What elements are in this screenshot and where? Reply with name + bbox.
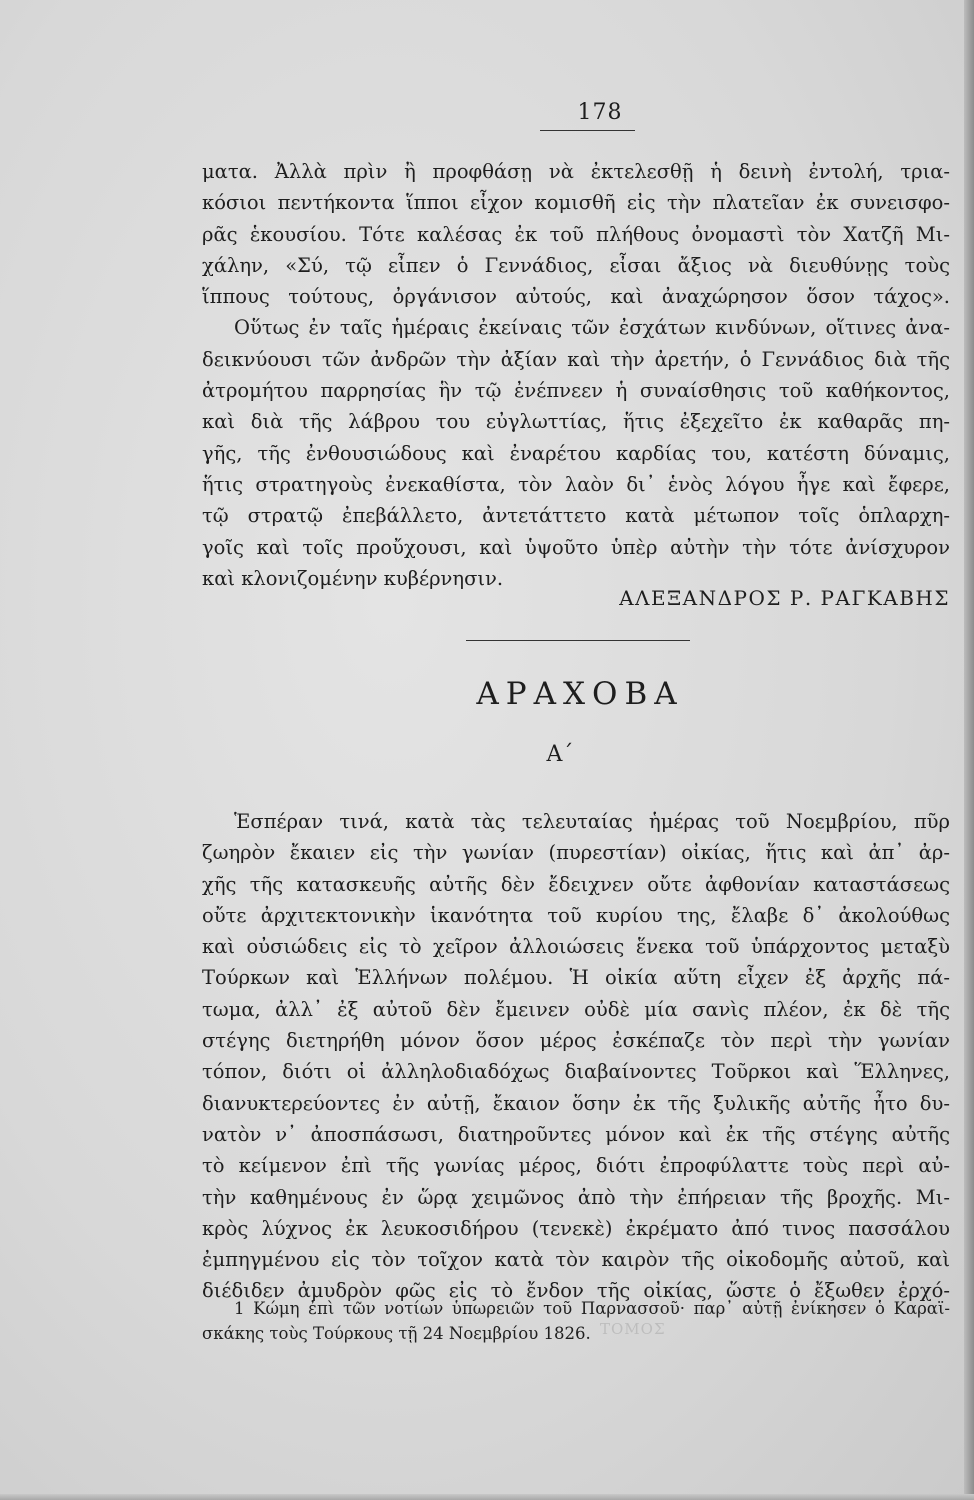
section-marker: Α΄ (546, 742, 574, 767)
text-line: Τούρκων καὶ Ἑλλήνων πολέμου. Ἡ οἰκία αὕτη εἶχεν ἐξ ἀρχῆς πά- (202, 966, 950, 990)
page-number-rule (540, 130, 635, 131)
text-line: ἐμπηγμένου εἰς τὸν τοῖχον κατὰ τὸν καιρὸν τῆς οἰκοδομῆς αὐτοῦ, καὶ (202, 1248, 950, 1272)
text-line: καὶ οὐσιώδεις εἰς τὸ χεῖρον ἀλλοιώσεις ἕνεκα τοῦ ὑπάρχοντος μεταξὺ (202, 935, 950, 959)
text-line: ἀτρομήτου παρρησίας ἣν τῷ ἐνέπνεεν ἡ συναίσθησις τοῦ καθήκοντος, (202, 379, 950, 403)
text-line: καὶ κλονιζομένην κυβέρνησιν. (202, 566, 504, 590)
text-line: νατὸν ν᾿ ἀποσπάσωσι, διατηροῦντες μόνον καὶ ἐκ τῆς στέγης αὐτῆς (202, 1122, 950, 1146)
section-divider (466, 640, 690, 641)
bleed-through-text: ΤΟΜΟΣ (600, 1320, 666, 1338)
text-line: Ἑσπέραν τινά, κατὰ τὰς τελευταίας ἡμέρας τοῦ Νοεμβρίου, πῦρ (234, 810, 950, 833)
text-line: διανυκτερεύοντες ἐν αὐτῇ, ἔκαιον ὅσην ἐκ τῆς ξυλικῆς αὐτῆς ἦτο δυ- (202, 1091, 950, 1115)
text-line: ἵππους τούτους, ὀργάνισον αὐτούς, καὶ ἀναχώρησον ὅσον τάχος». (202, 285, 950, 309)
text-line: καὶ διὰ τῆς λάβρου του εὐγλωττίας, ἥτις ἐξεχεῖτο ἐκ καθαρᾶς πη- (202, 410, 950, 434)
text-line: τὴν καθημένους ἐν ὥρᾳ χειμῶνος ἀπὸ τὴν ἐπήρειαν τῆς βροχῆς. Μι- (202, 1185, 950, 1209)
text-line: ματα. Ἀλλὰ πρὶν ἢ προφθάσῃ νὰ ἐκτελεσθῇ ἡ δεινὴ ἐντολή, τρια- (202, 160, 950, 183)
page-bottom-shadow (0, 1494, 974, 1500)
text-line: ρᾶς ἑκουσίου. Τότε καλέσας ἐκ τοῦ πλήθους ὀνομαστὶ τὸν Χατζῆ Μι- (202, 222, 950, 246)
text-line: κρὸς λύχνος ἐκ λευκοσιδήρου (τενεκὲ) ἐκρέματο ἀπό τινος πασσάλου (202, 1216, 950, 1240)
top-paragraph (202, 156, 950, 594)
text-line: κόσιοι πεντήκοντα ἵπποι εἶχον κομισθῆ εἰς τὴν πλατεῖαν ἐκ συνεισφο- (202, 191, 950, 215)
text-line: ζωηρὸν ἔκαιεν εἰς τὴν γωνίαν (πυρεστίαν) οἰκίας, ἥτις καὶ ἀπ᾿ ἀρ- (202, 841, 950, 865)
article-title: ΑΡΑΧΟΒΑ (476, 676, 684, 712)
text-line: ἥτις στρατηγοὺς ἐνεκαθίστα, τὸν λαὸν δι᾿ ἑνὸς λόγου ἦγε καὶ ἔφερε, (202, 472, 950, 496)
text-line: γοῖς καὶ τοῖς προὔχουσι, καὶ ὑψοῦτο ὑπὲρ αὐτὴν τὴν τότε ἀνίσχυρον (202, 535, 950, 559)
text-line: διέδιδεν ἀμυδρὸν φῶς εἰς τὸ ἔνδον τῆς οἰκίας, ὥστε ὁ ἔξωθεν ἐρχό- (202, 1279, 950, 1303)
text-line: τὸ κείμενον ἐπὶ τῆς γωνίας μέρος, διότι ἐπροφύλαττε τοὺς περὶ αὐ- (202, 1154, 950, 1178)
text-line: τῷ στρατῷ ἐπεβάλλετο, ἀντετάττετο κατὰ μέτωπον τοῖς ὁπλαρχη- (202, 504, 950, 528)
text-line: δεικνύουσι τῶν ἀνδρῶν τὴν ἀξίαν καὶ τὴν ἀρετήν, ὁ Γεννάδιος διὰ τῆς (202, 347, 950, 371)
text-line: οὔτε ἀρχιτεκτονικὴν ἱκανότητα τοῦ κυρίου της, ἔλαβε δ᾿ ἀκολούθως (202, 903, 950, 927)
footnote (202, 1296, 950, 1346)
text-line: Οὕτως ἐν ταῖς ἡμέραις ἐκείναις τῶν ἐσχάτων κινδύνων, οἵτινες ἀνα- (234, 316, 950, 340)
main-paragraph (202, 806, 950, 1307)
text-line: χάλην, «Σύ, τῷ εἶπεν ὁ Γεννάδιος, εἶσαι ἄξιος νὰ διευθύνῃς τοὺς (202, 253, 950, 277)
page-number: 178 (577, 100, 623, 125)
text-line: γῆς, τῆς ἐνθουσιώδους καὶ ἐναρέτου καρδίας του, κατέστη δύναμις, (202, 441, 950, 465)
text-line: τόπον, διότι οἱ ἀλληλοδιαδόχως διαβαίνοντες Τοῦρκοι καὶ Ἕλληνες, (202, 1060, 950, 1084)
author-signature: ΑΛΕΞΑΝΔΡΟΣ Ρ. ΡΑΓΚΑΒΗΣ (619, 586, 950, 610)
text-line: χῆς τῆς κατασκευῆς αὐτῆς δὲν ἔδειχνεν οὔτε ἀφθονίαν καταστάσεως (202, 872, 950, 896)
footnote-line: σκάκης τοὺς Τούρκους τῇ 24 Νοεμβρίου 1826. (202, 1324, 591, 1343)
footnote-line: 1 Κώμη ἐπὶ τῶν νοτίων ὑπωρειῶν τοῦ Παρνασσοῦ· παρ᾿ αὐτῇ ἐνίκησεν ὁ Καραϊ- (234, 1299, 950, 1318)
page-edge-shadow (964, 0, 974, 1500)
text-line: τωμα, ἀλλ᾿ ἐξ αὐτοῦ δὲν ἔμεινεν οὐδὲ μία σανὶς πλέον, ἐκ δὲ τῆς (202, 997, 950, 1021)
text-line: στέγης διετηρήθη μόνον ὅσον μέρος ἐσκέπαζε τὸν περὶ τὴν γωνίαν (202, 1029, 950, 1053)
